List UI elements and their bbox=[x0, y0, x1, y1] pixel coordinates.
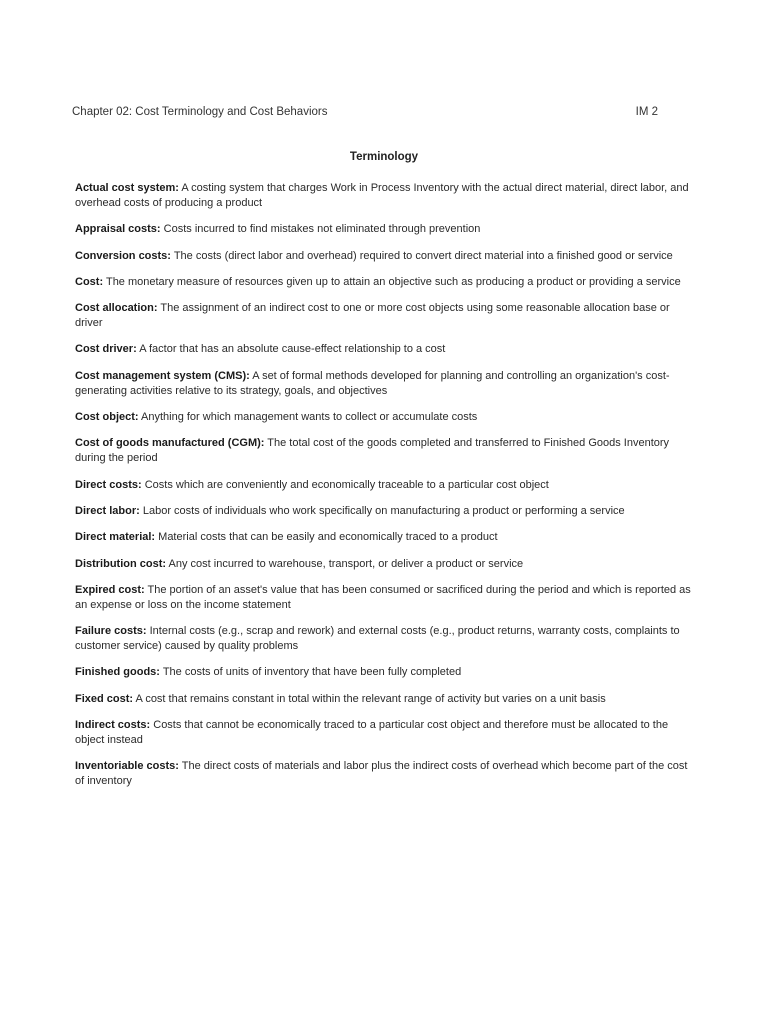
glossary-entry bbox=[75, 478, 695, 493]
term-definition: A costing system that charges Work in Process Inventory with the actual direct material, direct labor, and overhead costs of producing a product bbox=[75, 182, 689, 209]
glossary-entry bbox=[75, 665, 695, 680]
term-definition: A set of formal methods developed for planning and controlling an organization's cost-generating activities relative to its strategy, goals, and objectives bbox=[75, 369, 670, 397]
term-definition: The monetary measure of resources given up to attain an objective such as producing a product or providing a service bbox=[105, 275, 681, 288]
term-name: Direct costs: bbox=[75, 478, 142, 491]
glossary-entry bbox=[75, 583, 695, 613]
glossary-entry bbox=[75, 249, 695, 264]
term-definition: Internal costs (e.g., scrap and rework) and external costs (e.g., product returns, warranty costs, complaints to customer service) caused by quality problems bbox=[75, 625, 680, 653]
term-definition: Any cost incurred to warehouse, transport, or deliver a product or service bbox=[168, 557, 524, 570]
page-header bbox=[72, 106, 658, 118]
term-definition: Material costs that can be easily and economically traced to a product bbox=[158, 531, 498, 544]
term-definition: A cost that remains constant in total within the relevant range of activity but varies on a unit basis bbox=[135, 692, 606, 705]
glossary-entry bbox=[75, 275, 695, 290]
glossary-entry bbox=[75, 410, 695, 425]
term-definition: The direct costs of materials and labor plus the indirect costs of overhead which become part of the cost of inventory bbox=[75, 760, 688, 788]
glossary-entry bbox=[75, 530, 695, 545]
page-id: IM 2 bbox=[635, 106, 658, 118]
term-definition: The costs (direct labor and overhead) required to convert direct material into a finished good or service bbox=[173, 249, 673, 262]
term-name: Distribution cost: bbox=[75, 557, 167, 570]
term-definition: The assignment of an indirect cost to one or more cost objects using some reasonable allocation base or driver bbox=[75, 302, 670, 330]
glossary-entry bbox=[75, 759, 695, 789]
term-name: Inventoriable costs: bbox=[75, 760, 179, 773]
glossary-entry bbox=[75, 301, 695, 331]
term-name: Indirect costs: bbox=[75, 719, 151, 732]
glossary-entry bbox=[75, 342, 695, 357]
glossary-entry bbox=[75, 624, 695, 654]
term-definition: The total cost of the goods completed and transferred to Finished Goods Inventory during the period bbox=[75, 437, 670, 465]
term-name: Finished goods: bbox=[75, 666, 160, 679]
term-name: Cost: bbox=[75, 275, 104, 288]
term-definition: Labor costs of individuals who work specifically on manufacturing a product or performing a service bbox=[142, 504, 625, 517]
glossary-entry bbox=[75, 369, 695, 399]
term-definition: Costs incurred to find mistakes not eliminated through prevention bbox=[163, 223, 481, 236]
glossary-entry bbox=[75, 436, 695, 466]
term-name: Failure costs: bbox=[75, 625, 147, 638]
term-name: Appraisal costs: bbox=[75, 223, 161, 236]
section-title: Terminology bbox=[349, 151, 419, 163]
glossary-entry bbox=[75, 504, 695, 519]
term-name: Cost of goods manufactured (CGM): bbox=[75, 437, 265, 450]
term-definition: The portion of an asset's value that has been consumed or sacrificed during the period and which is reported as an expense or loss on the income statement bbox=[75, 583, 691, 611]
term-definition: Anything for which management wants to collect or accumulate costs bbox=[141, 411, 478, 424]
glossary-entry bbox=[75, 557, 695, 572]
terminology-list bbox=[75, 181, 695, 801]
term-name: Expired cost: bbox=[75, 583, 145, 596]
term-definition: Costs which are conveniently and economically traceable to a particular cost object bbox=[144, 478, 549, 491]
glossary-entry bbox=[75, 222, 695, 237]
term-name: Conversion costs: bbox=[75, 249, 171, 262]
term-definition: Costs that cannot be economically traced to a particular cost object and therefore must be allocated to the object instead bbox=[75, 719, 669, 747]
glossary-entry bbox=[75, 692, 695, 707]
term-name: Actual cost system: bbox=[75, 182, 179, 194]
term-definition: A factor that has an absolute cause-effect relationship to a cost bbox=[139, 343, 446, 356]
term-name: Direct labor: bbox=[75, 504, 140, 517]
chapter-title: Chapter 02: Cost Terminology and Cost Behaviors bbox=[72, 106, 328, 118]
term-name: Cost allocation: bbox=[75, 302, 158, 315]
term-name: Direct material: bbox=[75, 531, 156, 544]
term-name: Cost driver: bbox=[75, 343, 137, 356]
term-name: Fixed cost: bbox=[75, 692, 134, 705]
glossary-entry bbox=[75, 718, 695, 748]
term-definition: The costs of units of inventory that have been fully completed bbox=[162, 666, 462, 679]
glossary-entry bbox=[75, 181, 695, 211]
term-name: Cost management system (CMS): bbox=[75, 369, 250, 382]
term-name: Cost object: bbox=[75, 411, 139, 424]
